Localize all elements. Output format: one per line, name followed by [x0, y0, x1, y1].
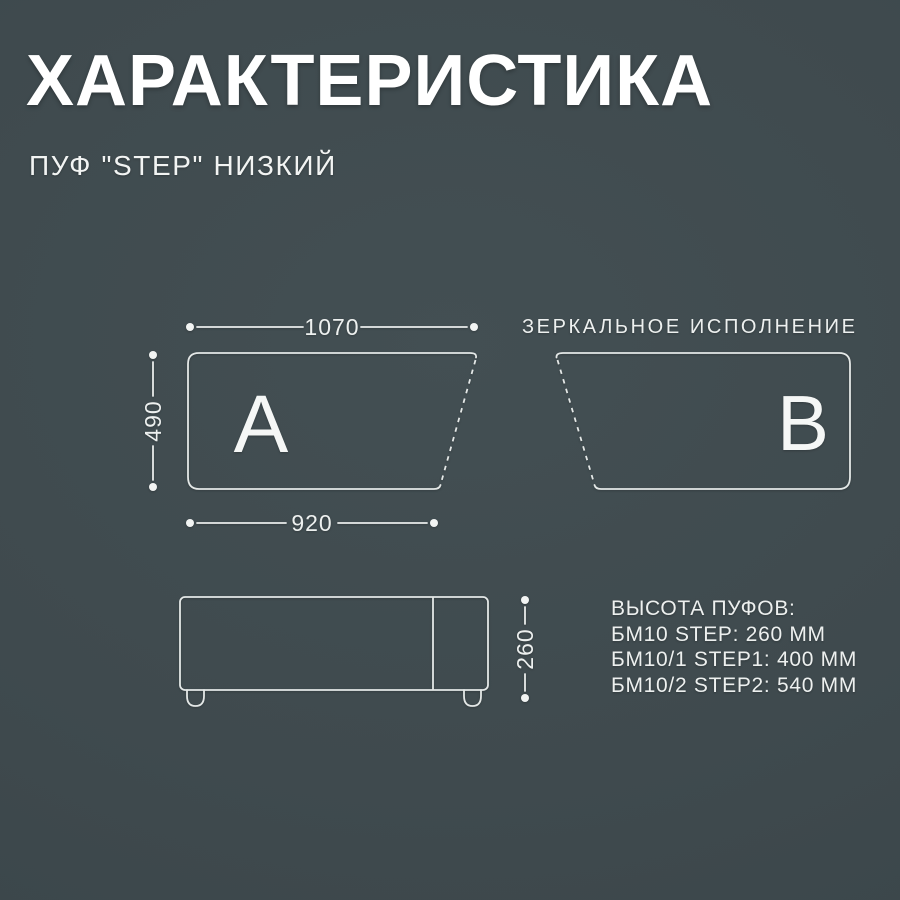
page-title: ХАРАКТЕРИСТИКА — [26, 41, 714, 121]
heights-spec-line: БМ10/1 STEP1: 400 ММ — [611, 648, 858, 671]
dim-value-top-width: 1070 — [304, 314, 360, 340]
dim-endpoint-dot — [186, 323, 194, 331]
mirror-version-label: ЗЕРКАЛЬНОЕ ИСПОЛНЕНИЕ — [522, 316, 858, 338]
variant-a-letter: A — [233, 379, 289, 470]
dim-endpoint-dot — [149, 351, 157, 359]
heights-spec-line: БМ10 STEP: 260 ММ — [611, 622, 826, 646]
dim-endpoint-dot — [430, 519, 438, 527]
variant-a-shape — [188, 353, 476, 489]
variant-b-letter: B — [776, 379, 830, 467]
side-view-shape — [180, 597, 488, 706]
heights-spec-line: БМ10/2 STEP2: 540 ММ — [611, 673, 858, 697]
heights-spec-heading: ВЫСОТА ПУФОВ: — [611, 597, 796, 620]
product-subtitle: ПУФ "STEP" НИЗКИЙ — [29, 150, 337, 181]
dim-endpoint-dot — [521, 694, 529, 702]
dimension-front-height — [512, 596, 538, 702]
dim-value-front-height: 260 — [512, 628, 538, 670]
side-view-right-foot — [464, 690, 481, 706]
variant-b-dashed-edge — [558, 360, 595, 483]
variant-b-shape — [556, 353, 850, 489]
dim-endpoint-dot — [521, 596, 529, 604]
variant-a-outline — [188, 353, 476, 489]
dim-endpoint-dot — [149, 483, 157, 491]
variant-a-dashed-edge — [441, 360, 476, 483]
dimension-top-width — [186, 314, 478, 340]
heights-spec-block — [611, 596, 857, 698]
dim-value-side-height: 490 — [140, 400, 166, 442]
side-view-left-foot — [187, 690, 204, 706]
side-view-body — [180, 597, 488, 690]
dim-endpoint-dot — [470, 323, 478, 331]
dim-endpoint-dot — [186, 519, 194, 527]
dimension-side-height — [140, 351, 166, 491]
dim-value-bottom-width: 920 — [291, 510, 333, 536]
dimension-bottom-width — [186, 510, 438, 536]
